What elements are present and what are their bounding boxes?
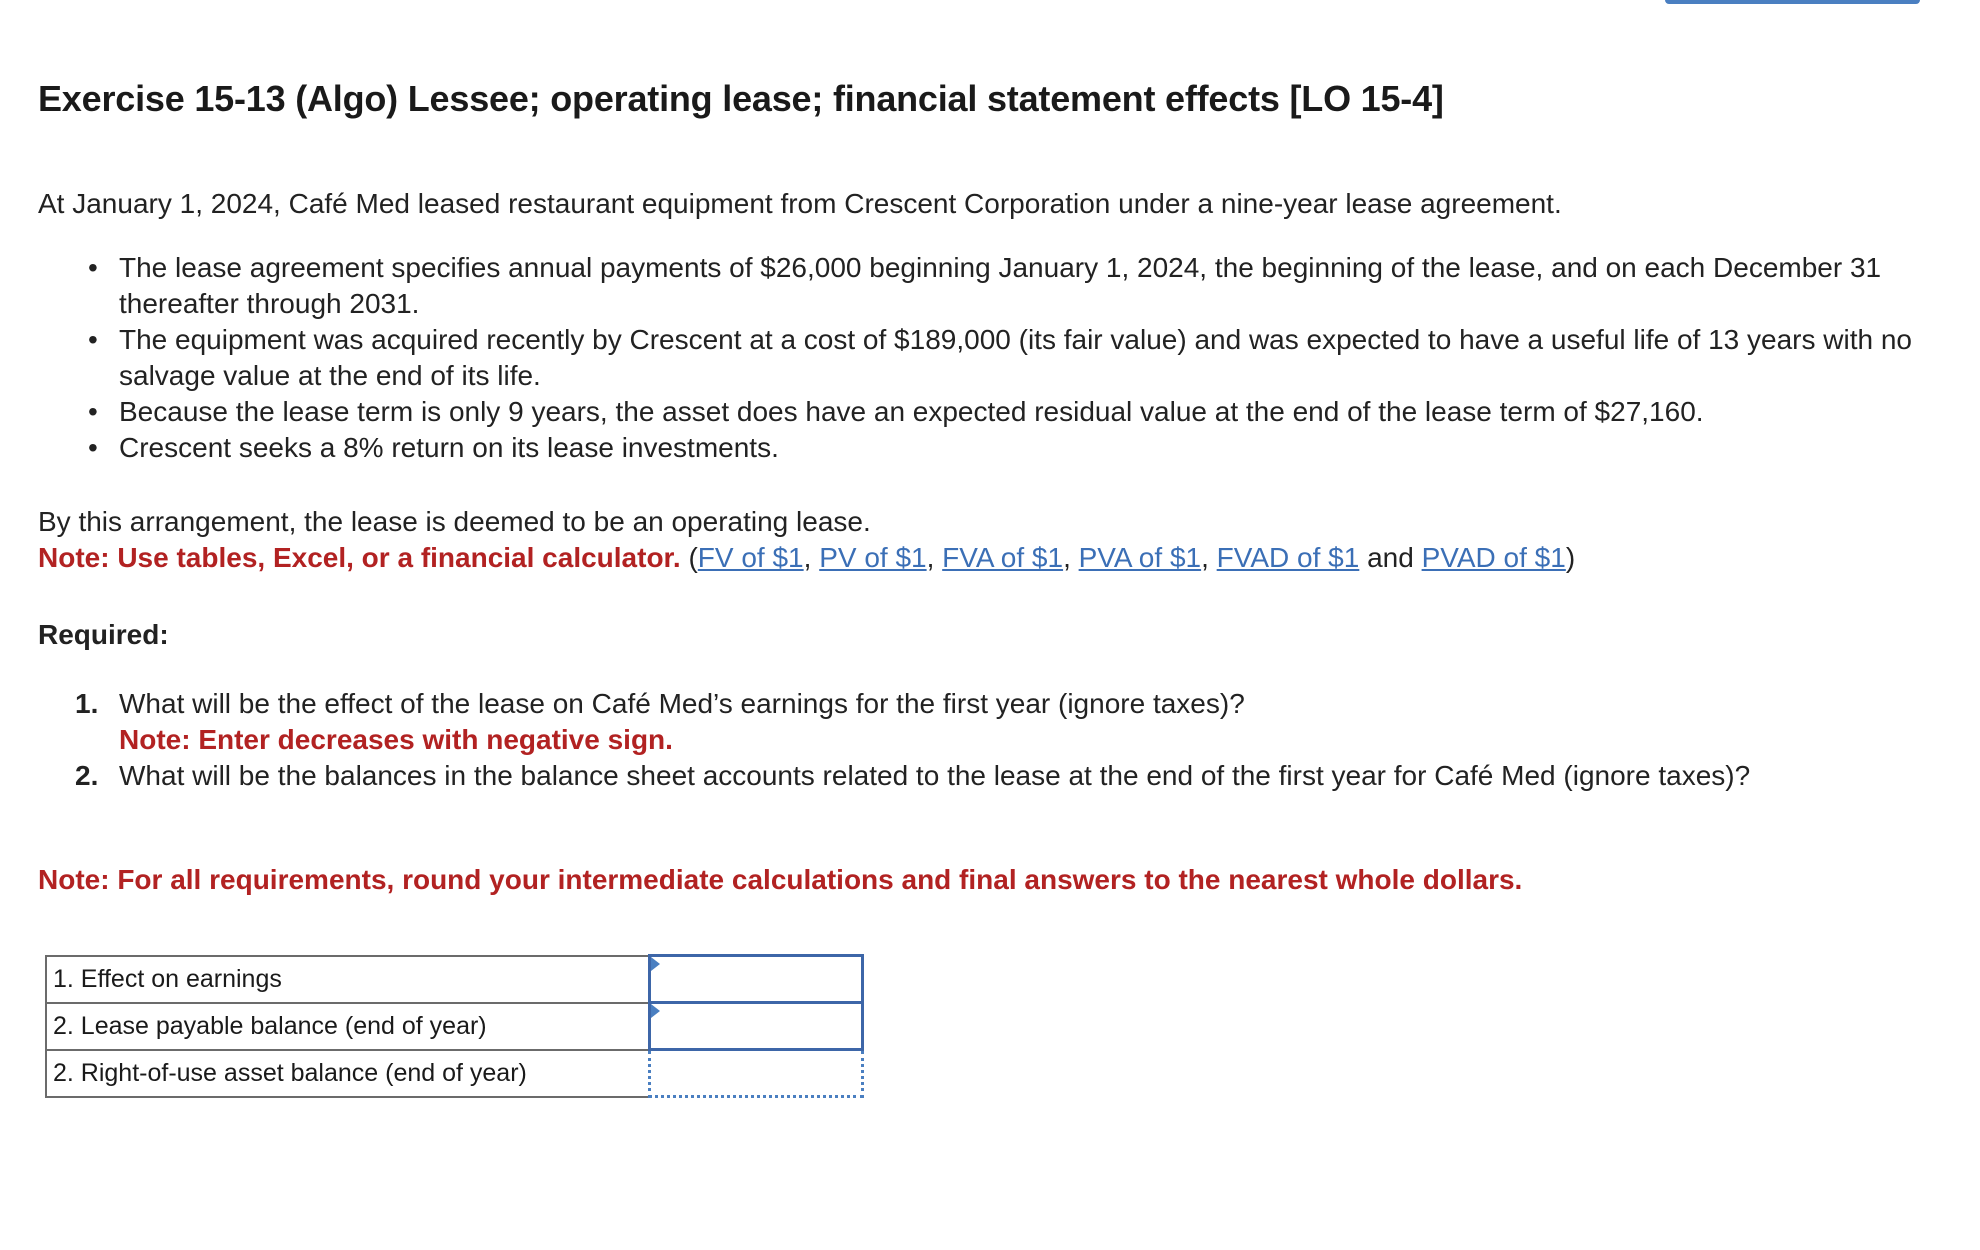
effect-on-earnings-cell[interactable]: [650, 956, 863, 1003]
requirement-text: What will be the effect of the lease on Café Med’s earnings for the first year (ignore taxes)?: [119, 688, 1245, 719]
input-marker-icon: [651, 1004, 660, 1018]
separator: ,: [926, 542, 935, 573]
requirement-text: What will be the balances in the balance sheet accounts related to the lease at the end of the first year for Café Med (ignore taxes)?: [119, 760, 1751, 791]
rounding-note: Note: For all requirements, round your intermediate calculations and final answers to the nearest whole dollars.: [38, 864, 1523, 895]
input-marker-icon: [651, 957, 660, 971]
arrangement-text: By this arrangement, the lease is deemed to be an operating lease.: [38, 506, 871, 537]
answer-table: [45, 954, 864, 1098]
pv-table-link[interactable]: PV of $1: [819, 542, 927, 573]
fact-text: Because the lease term is only 9 years, the asset does have an expected residual value at the end of the lease term of $27,160.: [119, 396, 1704, 427]
pva-table-link[interactable]: PVA of $1: [1078, 542, 1202, 573]
row-label: 2. Lease payable balance (end of year): [46, 1003, 650, 1050]
bullet-icon: •: [88, 396, 98, 427]
fvad-table-link[interactable]: FVAD of $1: [1216, 542, 1360, 573]
effect-on-earnings-input[interactable]: [651, 957, 861, 1001]
fact-text: The equipment was acquired recently by Crescent at a cost of $189,000 (its fair value) and was expected to have a useful life of 13 years with no salvage value at the end of its life.: [119, 324, 1912, 391]
requirement-number: 1.: [75, 688, 99, 719]
list-item: [0, 322, 1930, 394]
separator: ,: [1063, 542, 1071, 573]
required-heading: Required:: [38, 619, 169, 650]
lease-payable-input[interactable]: [651, 1004, 861, 1048]
exercise-title: Exercise 15-13 (Algo) Lessee; operating lease; financial statement effects [LO 15-4]: [38, 78, 1444, 119]
table-row: [46, 1050, 863, 1097]
pvad-table-link[interactable]: PVAD of $1: [1421, 542, 1566, 573]
fv-table-link[interactable]: FV of $1: [697, 542, 804, 573]
fact-text: The lease agreement specifies annual payments of $26,000 beginning January 1, 2024, the beginning of the lease, and on each December 31 thereafter through 2031.: [119, 252, 1882, 319]
bullet-icon: •: [88, 324, 98, 355]
bullet-icon: •: [88, 432, 98, 463]
table-row: [46, 1003, 863, 1050]
requirement-item: [0, 758, 1932, 794]
rou-asset-input[interactable]: [651, 1051, 861, 1095]
list-item: [0, 250, 1930, 322]
close-paren: ): [1565, 542, 1576, 573]
requirement-number: 2.: [75, 760, 99, 791]
intro-paragraph: At January 1, 2024, Café Med leased restaurant equipment from Crescent Corporation under a nine-year lease agreement.: [38, 188, 1562, 219]
table-row: [46, 956, 863, 1003]
fva-table-link[interactable]: FVA of $1: [942, 542, 1064, 573]
bullet-icon: •: [88, 252, 98, 283]
row-label: 1. Effect on earnings: [46, 956, 650, 1003]
requirement-item: [0, 686, 1932, 758]
open-paren: (: [688, 542, 698, 573]
rou-asset-cell[interactable]: [650, 1050, 863, 1097]
separator: ,: [803, 542, 812, 573]
tables-note-label: Note: Use tables, Excel, or a financial calculator.: [38, 542, 681, 573]
list-item: [0, 430, 1930, 466]
fact-text: Crescent seeks a 8% return on its lease investments.: [119, 432, 779, 463]
and-word: and: [1367, 542, 1414, 573]
requirements-list: [0, 686, 1932, 794]
requirement-note: Note: Enter decreases with negative sign.: [119, 724, 673, 755]
row-label: 2. Right-of-use asset balance (end of year): [46, 1050, 650, 1097]
tables-note: [38, 540, 1575, 576]
facts-list: [0, 250, 1930, 466]
top-tab-indicator: [1665, 0, 1920, 4]
lease-payable-cell[interactable]: [650, 1003, 863, 1050]
separator: ,: [1201, 542, 1209, 573]
list-item: [0, 394, 1930, 430]
